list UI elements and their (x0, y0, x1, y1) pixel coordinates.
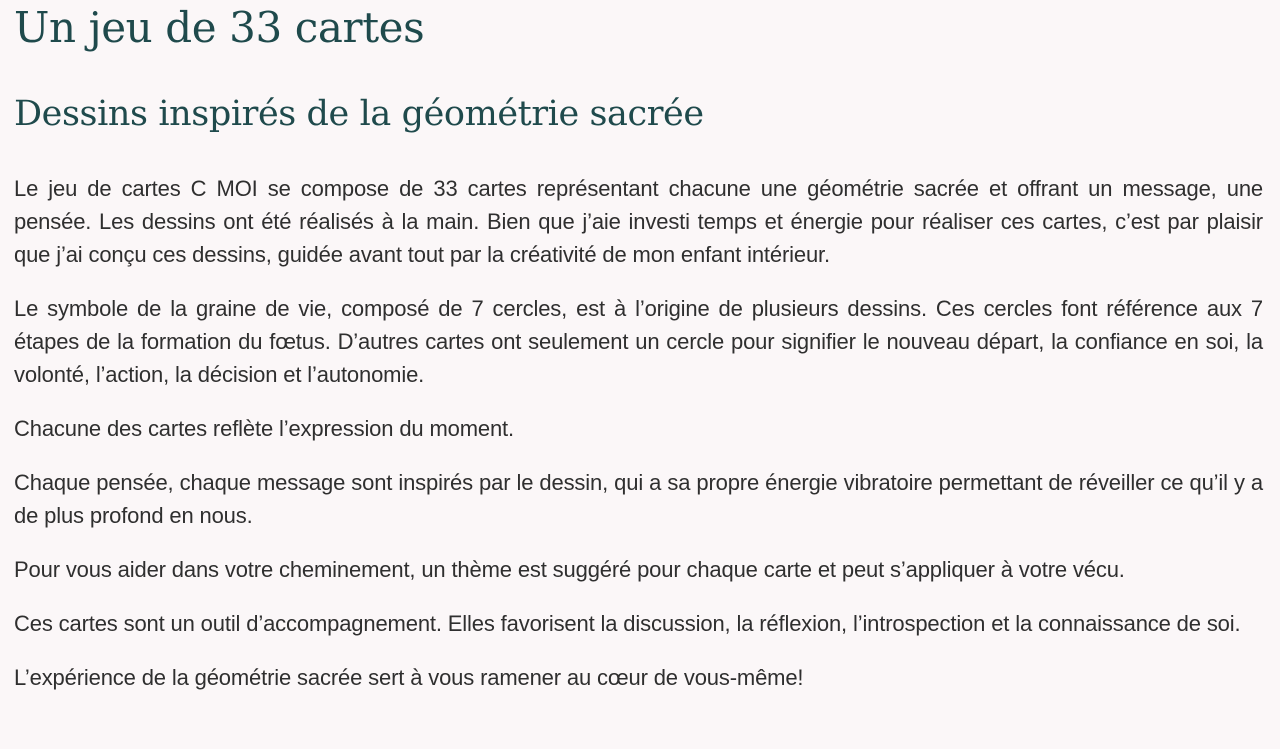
article-body (14, 172, 1263, 694)
page-title: Un jeu de 33 cartes (14, 3, 425, 52)
paragraph-vibration-energy: Chaque pensée, chaque message sont inspirés par le dessin, qui a sa propre énergie vibratoire permettant de réveiller ce qu’il y a de plus profond en nous. (14, 470, 1263, 528)
paragraph-card-expression: Chacune des cartes reflète l’expression du moment. (14, 416, 514, 441)
paragraph-suggested-theme: Pour vous aider dans votre cheminement, un thème est suggéré pour chaque carte et peut s’appliquer à votre vécu. (14, 557, 1125, 582)
paragraph-seed-of-life: Le symbole de la graine de vie, composé de 7 cercles, est à l’origine de plusieurs dessins. Ces cercles font référence aux 7 étapes de la formation du fœtus. D’autres cartes ont seulement un cercle pour signifier le nouveau départ, la confiance en soi, la volonté, l’action, la décision et l’autonomie. (14, 296, 1263, 387)
page-subtitle: Dessins inspirés de la géométrie sacrée (14, 94, 704, 134)
paragraph-sacred-geometry-experience: L’expérience de la géométrie sacrée sert à vous ramener au cœur de vous-même! (14, 665, 804, 690)
paragraph-support-tool: Ces cartes sont un outil d’accompagnement. Elles favorisent la discussion, la réflexion, l’introspection et la connaissance de soi. (14, 611, 1241, 636)
paragraph-card-deck-intro: Le jeu de cartes C MOI se compose de 33 cartes représentant chacune une géométrie sacrée et offrant un message, une pensée. Les dessins ont été réalisés à la main. Bien que j’aie investi temps et énergie pour réaliser ces cartes, c’est par plaisir que j’ai conçu ces dessins, guidée avant tout par la créativité de mon enfant intérieur. (14, 176, 1263, 267)
